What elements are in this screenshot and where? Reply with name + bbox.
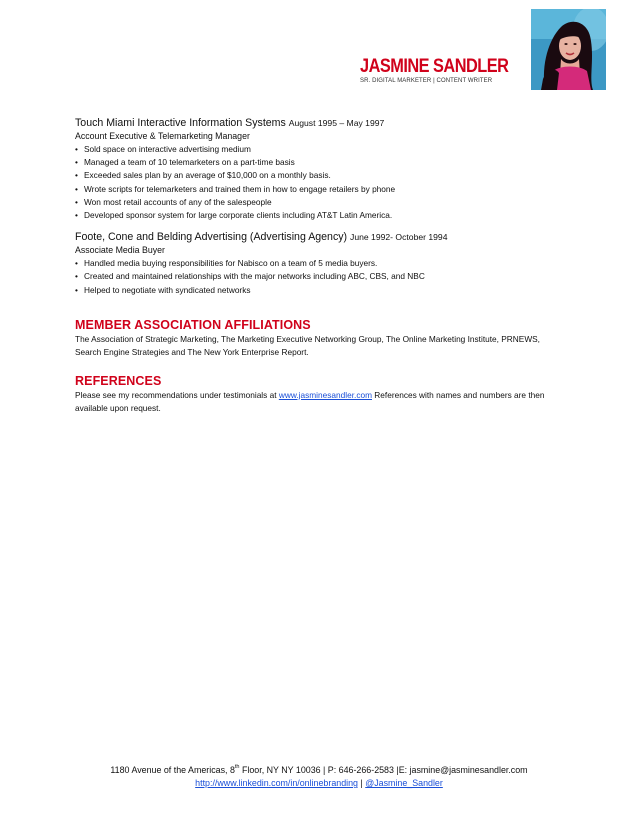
job-role: Associate Media Buyer	[75, 245, 165, 256]
resume-body	[75, 116, 550, 415]
job-bullet-list	[75, 257, 550, 297]
bullet-icon: •	[75, 210, 78, 221]
link-separator: |	[357, 778, 366, 788]
candidate-name: JASMINE SANDLER	[360, 56, 509, 77]
affiliations-text: The Association of Strategic Marketing, The Marketing Executive Networking Group, The Online Marketing Institute, PRNEWS, Search Engine Strategies and The New York Enterprise Report.	[75, 333, 540, 357]
list-item: • Won most retail accounts of any of the salespeople	[75, 196, 550, 209]
bullet-icon: •	[75, 144, 78, 154]
job-company: Foote, Cone and Belding Advertising (Advertising Agency)	[75, 231, 348, 244]
job-role: Account Executive & Telemarketing Manager	[75, 131, 250, 141]
social-links-line	[0, 777, 638, 790]
job-bullet-list	[75, 143, 550, 222]
linkedin-link[interactable]: http://www.linkedin.com/in/onlinebranding	[195, 778, 358, 788]
portrait-image	[531, 9, 606, 90]
references-text: Please see my recommendations under testimonials at www.jasminesandler.com References with names and numbers are then available upon request.	[75, 389, 545, 413]
website-link[interactable]: www.jasminesandler.com	[278, 389, 372, 400]
job-dates: August 1995 – May 1997	[288, 118, 385, 128]
bullet-icon: •	[75, 284, 78, 295]
resume-header	[360, 56, 530, 84]
bullet-icon: •	[75, 183, 78, 194]
job-dates: June 1992- October 1994	[350, 232, 448, 243]
bullet-icon: •	[75, 258, 78, 269]
candidate-subtitle: SR. DIGITAL MARKETER | CONTENT WRITER	[360, 78, 493, 84]
list-item: • Exceeded sales plan by an average of $10,000 on a monthly basis.	[75, 169, 550, 182]
twitter-link[interactable]: @Jasmine_Sandler	[365, 778, 443, 788]
address-line: 1180 Avenue of the Americas, 8th Floor, NY NY 10036 | P: 646-266-2583 |E: jasmine@jasminesandler.com	[110, 764, 528, 775]
contact-footer	[0, 761, 638, 790]
list-item: • Managed a team of 10 telemarketers on a part-time basis	[75, 156, 550, 169]
list-item: • Created and maintained relationships with the major networks including ABC, CBS, and NBC	[75, 270, 550, 283]
profile-photo	[531, 9, 606, 90]
affiliations-heading: MEMBER ASSOCIATION AFFILIATIONS	[75, 317, 311, 332]
list-item: • Handled media buying responsibilities for Nabisco on a team of 5 media buyers.	[75, 257, 550, 270]
list-item: • Developed sponsor system for large corporate clients including AT&T Latin America.	[75, 209, 550, 222]
list-item: • Wrote scripts for telemarketers and trained them in how to engage retailers by phone	[75, 183, 550, 196]
job-entry	[75, 230, 550, 297]
references-heading: REFERENCES	[75, 373, 162, 388]
bullet-icon: •	[75, 271, 78, 282]
list-item: • Sold space on interactive advertising medium	[75, 143, 550, 156]
list-item: • Helped to negotiate with syndicated networks	[75, 284, 550, 297]
bullet-icon: •	[75, 170, 78, 181]
job-heading	[75, 116, 550, 130]
job-heading	[75, 230, 550, 244]
job-company: Touch Miami Interactive Information Systems	[75, 117, 286, 129]
bullet-icon: •	[75, 157, 78, 168]
bullet-icon: •	[75, 196, 78, 207]
job-entry	[75, 116, 550, 222]
